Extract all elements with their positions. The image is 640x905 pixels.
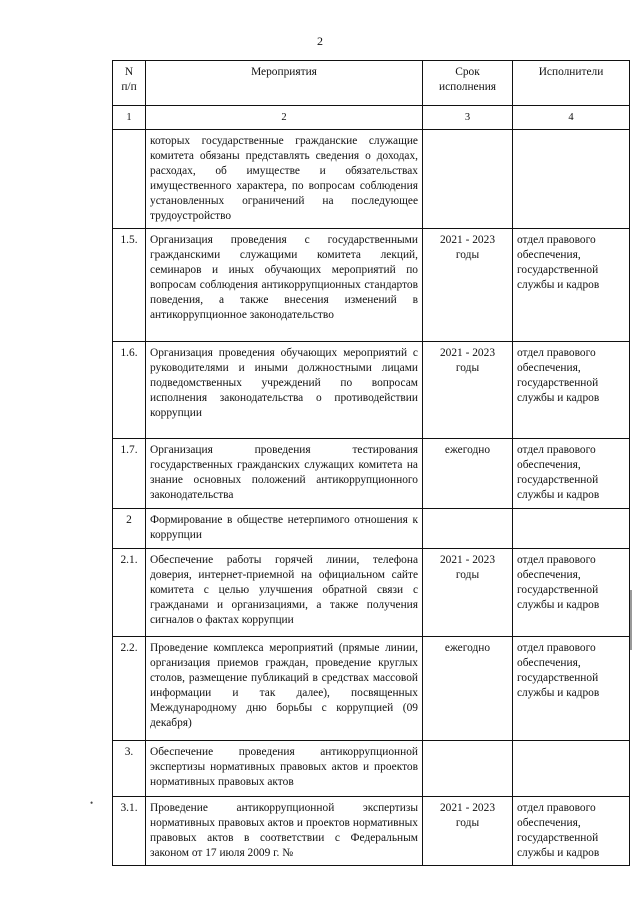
page-number: 2 [317,34,323,48]
row-event: Обеспечение работы горячей линии, телефона доверия, интернет-приемной на официальном сайте комитета с целью улучшения обратной связи с гражданами и организациями, а также получения сигналов о фактах коррупции [146,549,423,637]
row-term: 2021 - 2023 годы [423,342,513,439]
row-executor: отдел правового обеспечения, государственной службы и кадров [513,229,630,342]
row-number [113,130,146,229]
row-number: 2 [113,509,146,549]
row-executor: отдел правового обеспечения, государственной службы и кадров [513,439,630,509]
row-term [423,509,513,549]
row-event: Проведение комплекса мероприятий (прямые линии, организация приемов граждан, проведение круглых столов, размещение публикаций в средствах массовой информации и так далее), посвященных Международному дню борьбы с коррупцией (09 декабря) [146,637,423,741]
table-row [113,797,630,866]
row-term [423,741,513,797]
row-event: Проведение антикоррупционной экспертизы нормативных правовых актов и проектов нормативных правовых актов в соответствии с Федеральным законом от 17 июля 2009 г. № [146,797,423,866]
header-events: Мероприятия [146,61,423,106]
row-executor: отдел правового обеспечения, государственной службы и кадров [513,797,630,866]
header-executors: Исполнители [513,61,630,106]
row-executor [513,741,630,797]
column-index: 2 [146,106,423,130]
row-term: 2021 - 2023 годы [423,549,513,637]
row-number: 2.1. [113,549,146,637]
row-term: ежегодно [423,439,513,509]
anticorruption-plan-table [112,60,630,866]
row-event: Формирование в обществе нетерпимого отношения к коррупции [146,509,423,549]
row-term: 2021 - 2023 годы [423,797,513,866]
row-number: 2.2. [113,637,146,741]
table-row [113,549,630,637]
scan-speck: • [90,798,94,808]
row-executor: отдел правового обеспечения, государственной службы и кадров [513,637,630,741]
row-term [423,130,513,229]
column-index-row [113,106,630,130]
row-event: Организация проведения обучающих мероприятий с руководителями и иными должностными лицами подведомственных учреждений по вопросам исполнения законодательства о противодействии коррупции [146,342,423,439]
row-event: Организация проведения с государственными гражданскими служащими комитета лекций, семинаров и иных обучающих мероприятий по вопросам соблюдения антикоррупционных стандартов поведения, а также внесения изменений в антикоррупционное законодательство [146,229,423,342]
row-executor [513,509,630,549]
column-index: 3 [423,106,513,130]
row-term: 2021 - 2023 годы [423,229,513,342]
table-header-row [113,61,630,106]
row-event: Обеспечение проведения антикоррупционной экспертизы нормативных правовых актов и проектов нормативных правовых актов [146,741,423,797]
row-executor: отдел правового обеспечения, государственной службы и кадров [513,342,630,439]
row-number: 1.5. [113,229,146,342]
table-row [113,130,630,229]
row-number: 3.1. [113,797,146,866]
column-index: 1 [113,106,146,130]
row-executor [513,130,630,229]
row-event: которых государственные гражданские служащие комитета обязаны представлять сведения о доходах, расходах, об имуществе и обязательствах имущественного характера, по вопросам соблюдения установленных ограничений на последующее трудоустройство [146,130,423,229]
scan-edge-mark [630,590,632,650]
header-number: N п/п [113,61,146,106]
header-term: Срок исполнения [423,61,513,106]
row-term: ежегодно [423,637,513,741]
row-event: Организация проведения тестирования государственных гражданских служащих комитета на знание основных положений антикоррупционного законодательства [146,439,423,509]
row-number: 1.7. [113,439,146,509]
table-row [113,439,630,509]
table-row [113,229,630,342]
row-executor: отдел правового обеспечения, государственной службы и кадров [513,549,630,637]
row-number: 1.6. [113,342,146,439]
table-row [113,741,630,797]
column-index: 4 [513,106,630,130]
table-row [113,637,630,741]
table-row [113,509,630,549]
row-number: 3. [113,741,146,797]
table-row [113,342,630,439]
